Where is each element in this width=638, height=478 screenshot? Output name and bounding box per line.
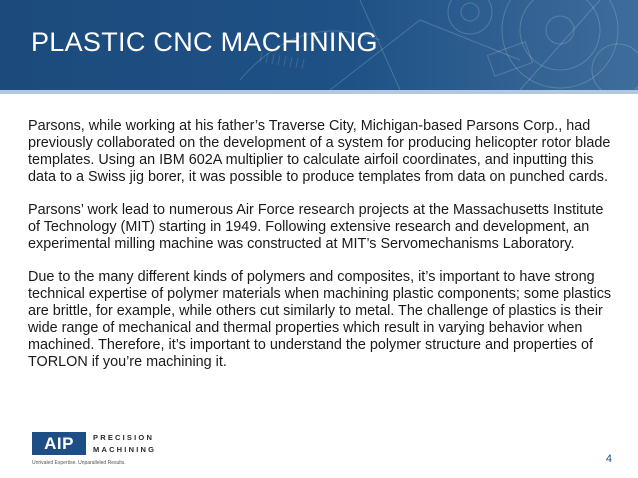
logo-word-precision: PRECISION xyxy=(93,433,155,442)
page-number: 4 xyxy=(605,453,612,465)
slide-title: PLASTIC CNC MACHINING xyxy=(31,27,378,57)
logo-word-machining: MACHINING xyxy=(93,445,157,454)
paragraph: Parsons, while working at his father’s Traverse City, Michigan-based Parsons Corp., had previously collaborated on the development of a system for producing helicopter rotor blade templates. Using an IBM 602A multiplier to calculate airfoil coordinates, and inputting this data to a Swiss jig borer, it was possible to produce templates from data on punched cards. xyxy=(28,118,611,185)
paragraph: Due to the many different kinds of polymers and composites, it’s important to have strong technical expertise of polymer materials when machining plastic components; some plastics are brittle, for example, while others cut similarly to metal. The challenge of plastics is their wide range of mechanical and thermal properties which result in varying behavior when machined. Therefore, it’s important to understand the polymer structure and properties of TORLON if you’re machining it. xyxy=(28,269,612,370)
header-divider xyxy=(0,90,638,94)
slide-body xyxy=(28,118,616,387)
paragraph: Parsons’ work lead to numerous Air Force research projects at the Massachusetts Institute of Technology (MIT) starting in 1949. Following extensive research and development, an experimental milling machine was constructed at MIT’s Servomechanisms Laboratory. xyxy=(28,202,604,252)
title-banner xyxy=(0,0,638,90)
logo-tagline: Unrivaled Expertise. Unparalleled Results. xyxy=(32,460,126,466)
logo-mark: AIP xyxy=(32,432,86,455)
aip-logo xyxy=(32,427,172,471)
